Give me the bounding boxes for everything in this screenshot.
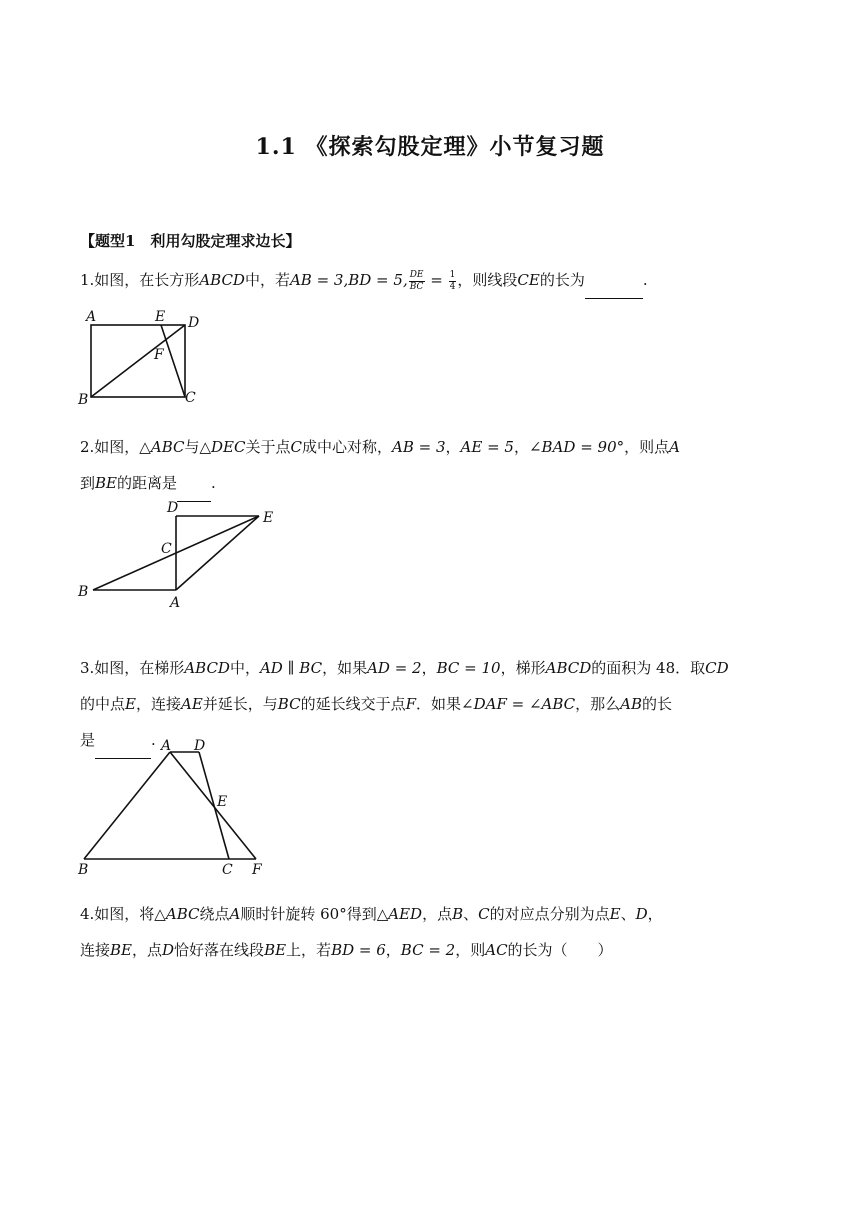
label-b: B: [78, 862, 89, 878]
label-d: D: [188, 315, 200, 331]
question-4: 4.如图，将△ABC绕点A顺时针旋转 60°得到△AED，点B、C的对应点分别为点E、D， 连接BE，点D恰好落在线段BE上，若BD = 6，BC = 2，则AC的长为（ ）: [80, 905, 663, 959]
label-b: B: [78, 584, 89, 600]
label-c: C: [161, 541, 172, 557]
fraction-one-quarter: $\frac{1}{4}$: [449, 269, 456, 292]
label-e: E: [155, 309, 166, 325]
label-c: C: [185, 390, 196, 406]
label-b: B: [78, 392, 89, 408]
question-1: 1.如图，在长方形ABCD中，若AB = 3,BD = 5, $\frac{DE}{BC}$ = $\frac{1}{4}$ ，则线段CE的长为 .: [80, 262, 780, 299]
label-e: E: [217, 794, 228, 810]
label-e: E: [263, 510, 274, 526]
label-d: D: [167, 500, 179, 516]
question-3: 3.如图，在梯形ABCD中，AD ∥ BC，如果AD = 2，BC = 10，梯形ABCD的面积为 48．取CD 的中点E，连接AE并延长，与BC的延长线交于点F．如果∠DAF = ∠ABC，那么AB的长 是 .: [80, 650, 780, 759]
label-a: A: [86, 309, 97, 325]
label-f: F: [154, 347, 164, 363]
page-title: 1.1 《探索勾股定理》小节复习题: [255, 134, 605, 160]
label-a: A: [170, 595, 181, 611]
label-f: F: [252, 862, 262, 878]
label-a: A: [161, 738, 172, 754]
question-2: 2.如图，△ABC与△DEC关于点C成中心对称，AB = 3，AE = 5，∠BAD = 90°，则点A 到BE的距离是 .: [80, 429, 780, 502]
fraction-de-bc: $\frac{DE}{BC}$: [409, 269, 424, 292]
label-c: C: [222, 862, 233, 878]
label-d: D: [194, 738, 206, 754]
section-heading: 【题型1 利用勾股定理求边长】: [80, 232, 301, 250]
